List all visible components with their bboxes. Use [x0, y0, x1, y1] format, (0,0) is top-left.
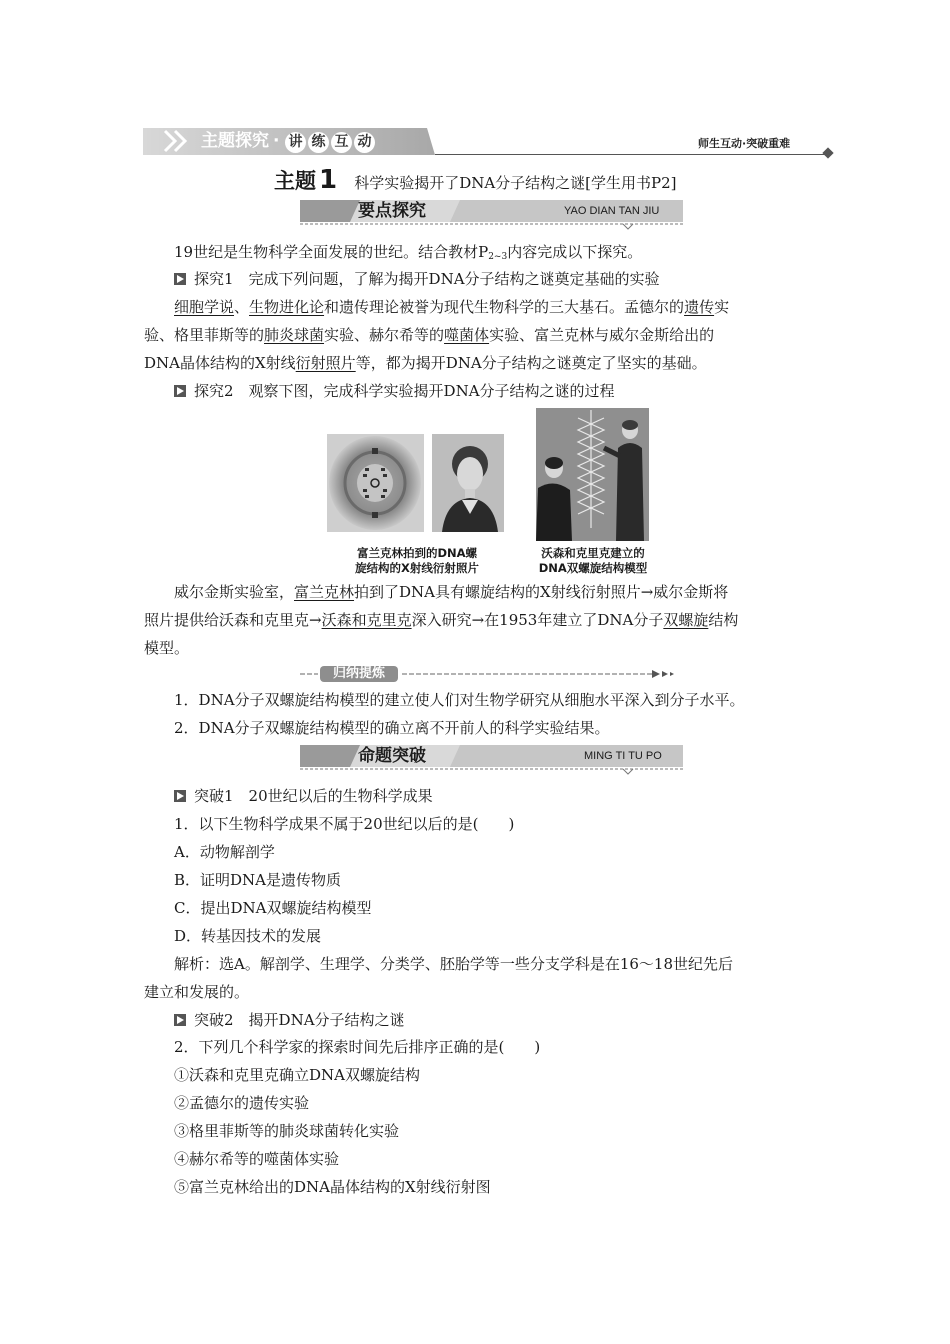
diamond-icon — [822, 147, 833, 158]
text: 实 — [714, 298, 730, 316]
probe2-line-1 — [174, 582, 728, 602]
probe2-heading — [174, 381, 615, 401]
play-arrow-icon — [174, 790, 186, 802]
topic-number: 1 — [319, 165, 338, 195]
probe2-heading-text: 探究2 观察下图，完成科学实验揭开DNA分子结构之谜的过程 — [194, 382, 615, 400]
blank-answer: 生物进化论 — [249, 298, 325, 316]
header-chip: 互 — [331, 132, 352, 153]
caption-line: 旋结构的X射线衍射照片 — [355, 561, 479, 575]
list-item: ④赫尔希等的噬菌体实验 — [174, 1150, 340, 1168]
play-arrow-icon — [174, 385, 186, 397]
text: 等，都为揭开DNA分子结构之谜奠定了坚实的基础。 — [355, 354, 707, 372]
figure-caption-right — [522, 546, 664, 576]
option: C．提出DNA双螺旋结构模型 — [174, 899, 372, 917]
text: DNA晶体结构的X射线 — [144, 354, 296, 372]
caption-line: DNA双螺旋结构模型 — [538, 561, 648, 575]
blank-answer: 富兰克林 — [294, 583, 355, 601]
header-chip: 练 — [308, 132, 329, 153]
list-item: ②孟德尔的遗传实验 — [174, 1094, 310, 1112]
summary-item: 2．DNA分子双螺旋结构模型的确立离不开前人的科学实验结果。 — [174, 719, 610, 737]
probe1-heading — [174, 269, 660, 289]
summary-banner — [300, 664, 684, 684]
option: B．证明DNA是遗传物质 — [174, 871, 342, 889]
topic-title: 科学实验揭开了DNA分子结构之谜[学生用书P2] — [354, 174, 677, 192]
text: 深入研究→在1953年建立了DNA分子 — [411, 611, 664, 629]
blank-answer: 遗传 — [684, 298, 715, 316]
caption-line: 富兰克林拍到的DNA螺 — [356, 546, 478, 560]
list-item: ③格里菲斯等的肺炎球菌转化实验 — [174, 1122, 400, 1140]
header-chip: 讲 — [285, 132, 306, 153]
blank-answer: 衍射照片 — [295, 354, 356, 372]
text: 实验、富兰克林与威尔金斯给出的 — [489, 326, 715, 344]
play-arrow-icon — [174, 1014, 186, 1026]
probe1-heading-text: 探究1 完成下列问题，了解为揭开DNA分子结构之谜奠定基础的实验 — [194, 270, 660, 288]
header-chip-row — [285, 131, 375, 153]
text: 照片提供给沃森和克里克→ — [144, 611, 322, 629]
header-right-text: 师生互动·突破重难 — [698, 137, 791, 150]
blank-answer: 双螺旋 — [663, 611, 709, 629]
section-title: 要点探究 — [358, 201, 426, 221]
summary-title: 归纳提炼 — [332, 666, 385, 681]
topic-label: 主题 — [274, 169, 316, 193]
probe1-line-3 — [144, 353, 707, 373]
probe2-line-3 — [144, 638, 189, 658]
question: 2．下列几个科学家的探索时间先后排序正确的是( ) — [174, 1038, 541, 1056]
text: 实验、赫尔希等的 — [324, 326, 445, 344]
xray-diffraction-image — [327, 434, 424, 532]
blank-answer: 沃森和克里克 — [321, 611, 412, 629]
probe1-line-1 — [174, 297, 729, 317]
section-banner-key-points — [300, 200, 683, 222]
section-pinyin: YAO DIAN TAN JIU — [564, 205, 660, 217]
header-dot: · — [273, 131, 280, 151]
header-title: 主题探究 — [201, 131, 269, 151]
question: 1．以下生物科学成果不属于20世纪以后的是( ) — [174, 815, 515, 833]
text: 结构 — [708, 611, 739, 629]
figure-caption-left — [327, 546, 507, 576]
list-item: ⑤富兰克林给出的DNA晶体结构的X射线衍射图 — [174, 1178, 491, 1196]
break2-heading-text: 突破2 揭开DNA分子结构之谜 — [194, 1011, 405, 1029]
intro-after: 内容完成以下探究。 — [507, 243, 643, 261]
blank-answer: 噬菌体 — [444, 326, 490, 344]
summary-item: 1．DNA分子双螺旋结构模型的建立使人们对生物学研究从细胞水平深入到分子水平。 — [174, 691, 745, 709]
watson-crick-photo — [536, 408, 649, 541]
option: A．动物解剖学 — [174, 843, 275, 861]
caption-line: 沃森和克里克建立的 — [541, 546, 645, 560]
break2-heading — [174, 1010, 405, 1030]
header-chip: 动 — [354, 132, 375, 153]
section-pinyin: MING TI TU PO — [584, 750, 662, 762]
text: 、 — [234, 298, 250, 316]
section-title: 命题突破 — [358, 746, 426, 766]
intro-text — [174, 242, 642, 267]
play-arrow-icon — [174, 273, 186, 285]
probe1-line-2 — [144, 325, 714, 345]
probe2-line-2 — [144, 610, 738, 630]
text: 和遗传理论被誉为现代生物科学的三大基石。孟德尔的 — [324, 298, 685, 316]
break1-heading — [174, 786, 433, 806]
text: 威尔金斯实验室， — [174, 583, 295, 601]
intro-sub: 2~3 — [488, 252, 508, 262]
section-banner-proposition — [300, 745, 683, 767]
analysis-line: 建立和发展的。 — [144, 983, 250, 1001]
text: 验、格里菲斯等的 — [144, 326, 265, 344]
header-banner — [143, 128, 435, 155]
blank-answer: 肺炎球菌 — [264, 326, 325, 344]
blank-answer: 细胞学说 — [174, 298, 235, 316]
list-item: ①沃森和克里克确立DNA双螺旋结构 — [174, 1066, 420, 1084]
option: D．转基因技术的发展 — [174, 927, 322, 945]
topic-heading — [274, 165, 677, 195]
header-rule — [435, 154, 830, 155]
franklin-portrait-image — [432, 434, 504, 532]
text: 拍到了DNA具有螺旋结构的X射线衍射照片→威尔金斯将 — [354, 583, 729, 601]
text: 模型。 — [144, 639, 190, 657]
analysis-line: 解析：选A。解剖学、生理学、分类学、胚胎学等一些分支学科是在16～18世纪先后 — [174, 955, 734, 973]
intro-before: 19世纪是生物科学全面发展的世纪。结合教材P — [174, 243, 489, 261]
break1-heading-text: 突破1 20世纪以后的生物科学成果 — [194, 787, 433, 805]
